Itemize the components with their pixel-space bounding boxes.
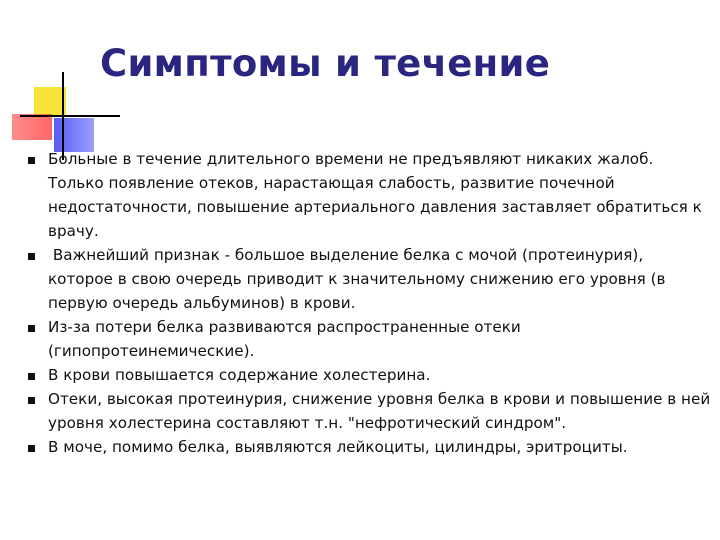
red-square: [12, 114, 52, 140]
horizontal-line: [20, 115, 120, 117]
bullet-item: [22, 147, 712, 243]
bullet-item: [22, 363, 712, 387]
bullet-item: [22, 315, 712, 363]
bullet-item: [22, 243, 712, 315]
square-bullet-icon: [28, 373, 35, 380]
bullet-text: Отеки, высокая протеинурия, снижение уровня белка в крови и повышение в ней уровня холестерина составляют т.н. "нефротический синдром".: [48, 390, 711, 432]
bullet-text: Важнейший признак - большое выделение белка с мочой (протеинурия), которое в свою очередь приводит к значительному снижению его уровня (в первую очередь альбуминов) в крови.: [48, 246, 671, 312]
bullet-list: [22, 147, 712, 459]
bullet-text: В крови повышается содержание холестерина.: [48, 366, 431, 384]
square-bullet-icon: [28, 157, 35, 164]
square-bullet-icon: [28, 397, 35, 404]
bullet-item: [22, 387, 712, 435]
bullet-text: В моче, помимо белка, выявляются лейкоциты, цилиндры, эритроциты.: [48, 438, 628, 456]
square-bullet-icon: [28, 253, 35, 260]
slide-title: Симптомы и течение: [100, 42, 551, 85]
bullet-text: Из-за потери белка развиваются распространенные отеки (гипопротеинемические).: [48, 318, 521, 360]
bullet-text: Больные в течение длительного времени не предъявляют никаких жалоб. Только появление отеков, нарастающая слабость, развитие почечной недостаточности, повышение артериального давления заставляет обратиться к врачу.: [48, 150, 702, 240]
square-bullet-icon: [28, 445, 35, 452]
bullet-item: [22, 435, 712, 459]
square-bullet-icon: [28, 325, 35, 332]
